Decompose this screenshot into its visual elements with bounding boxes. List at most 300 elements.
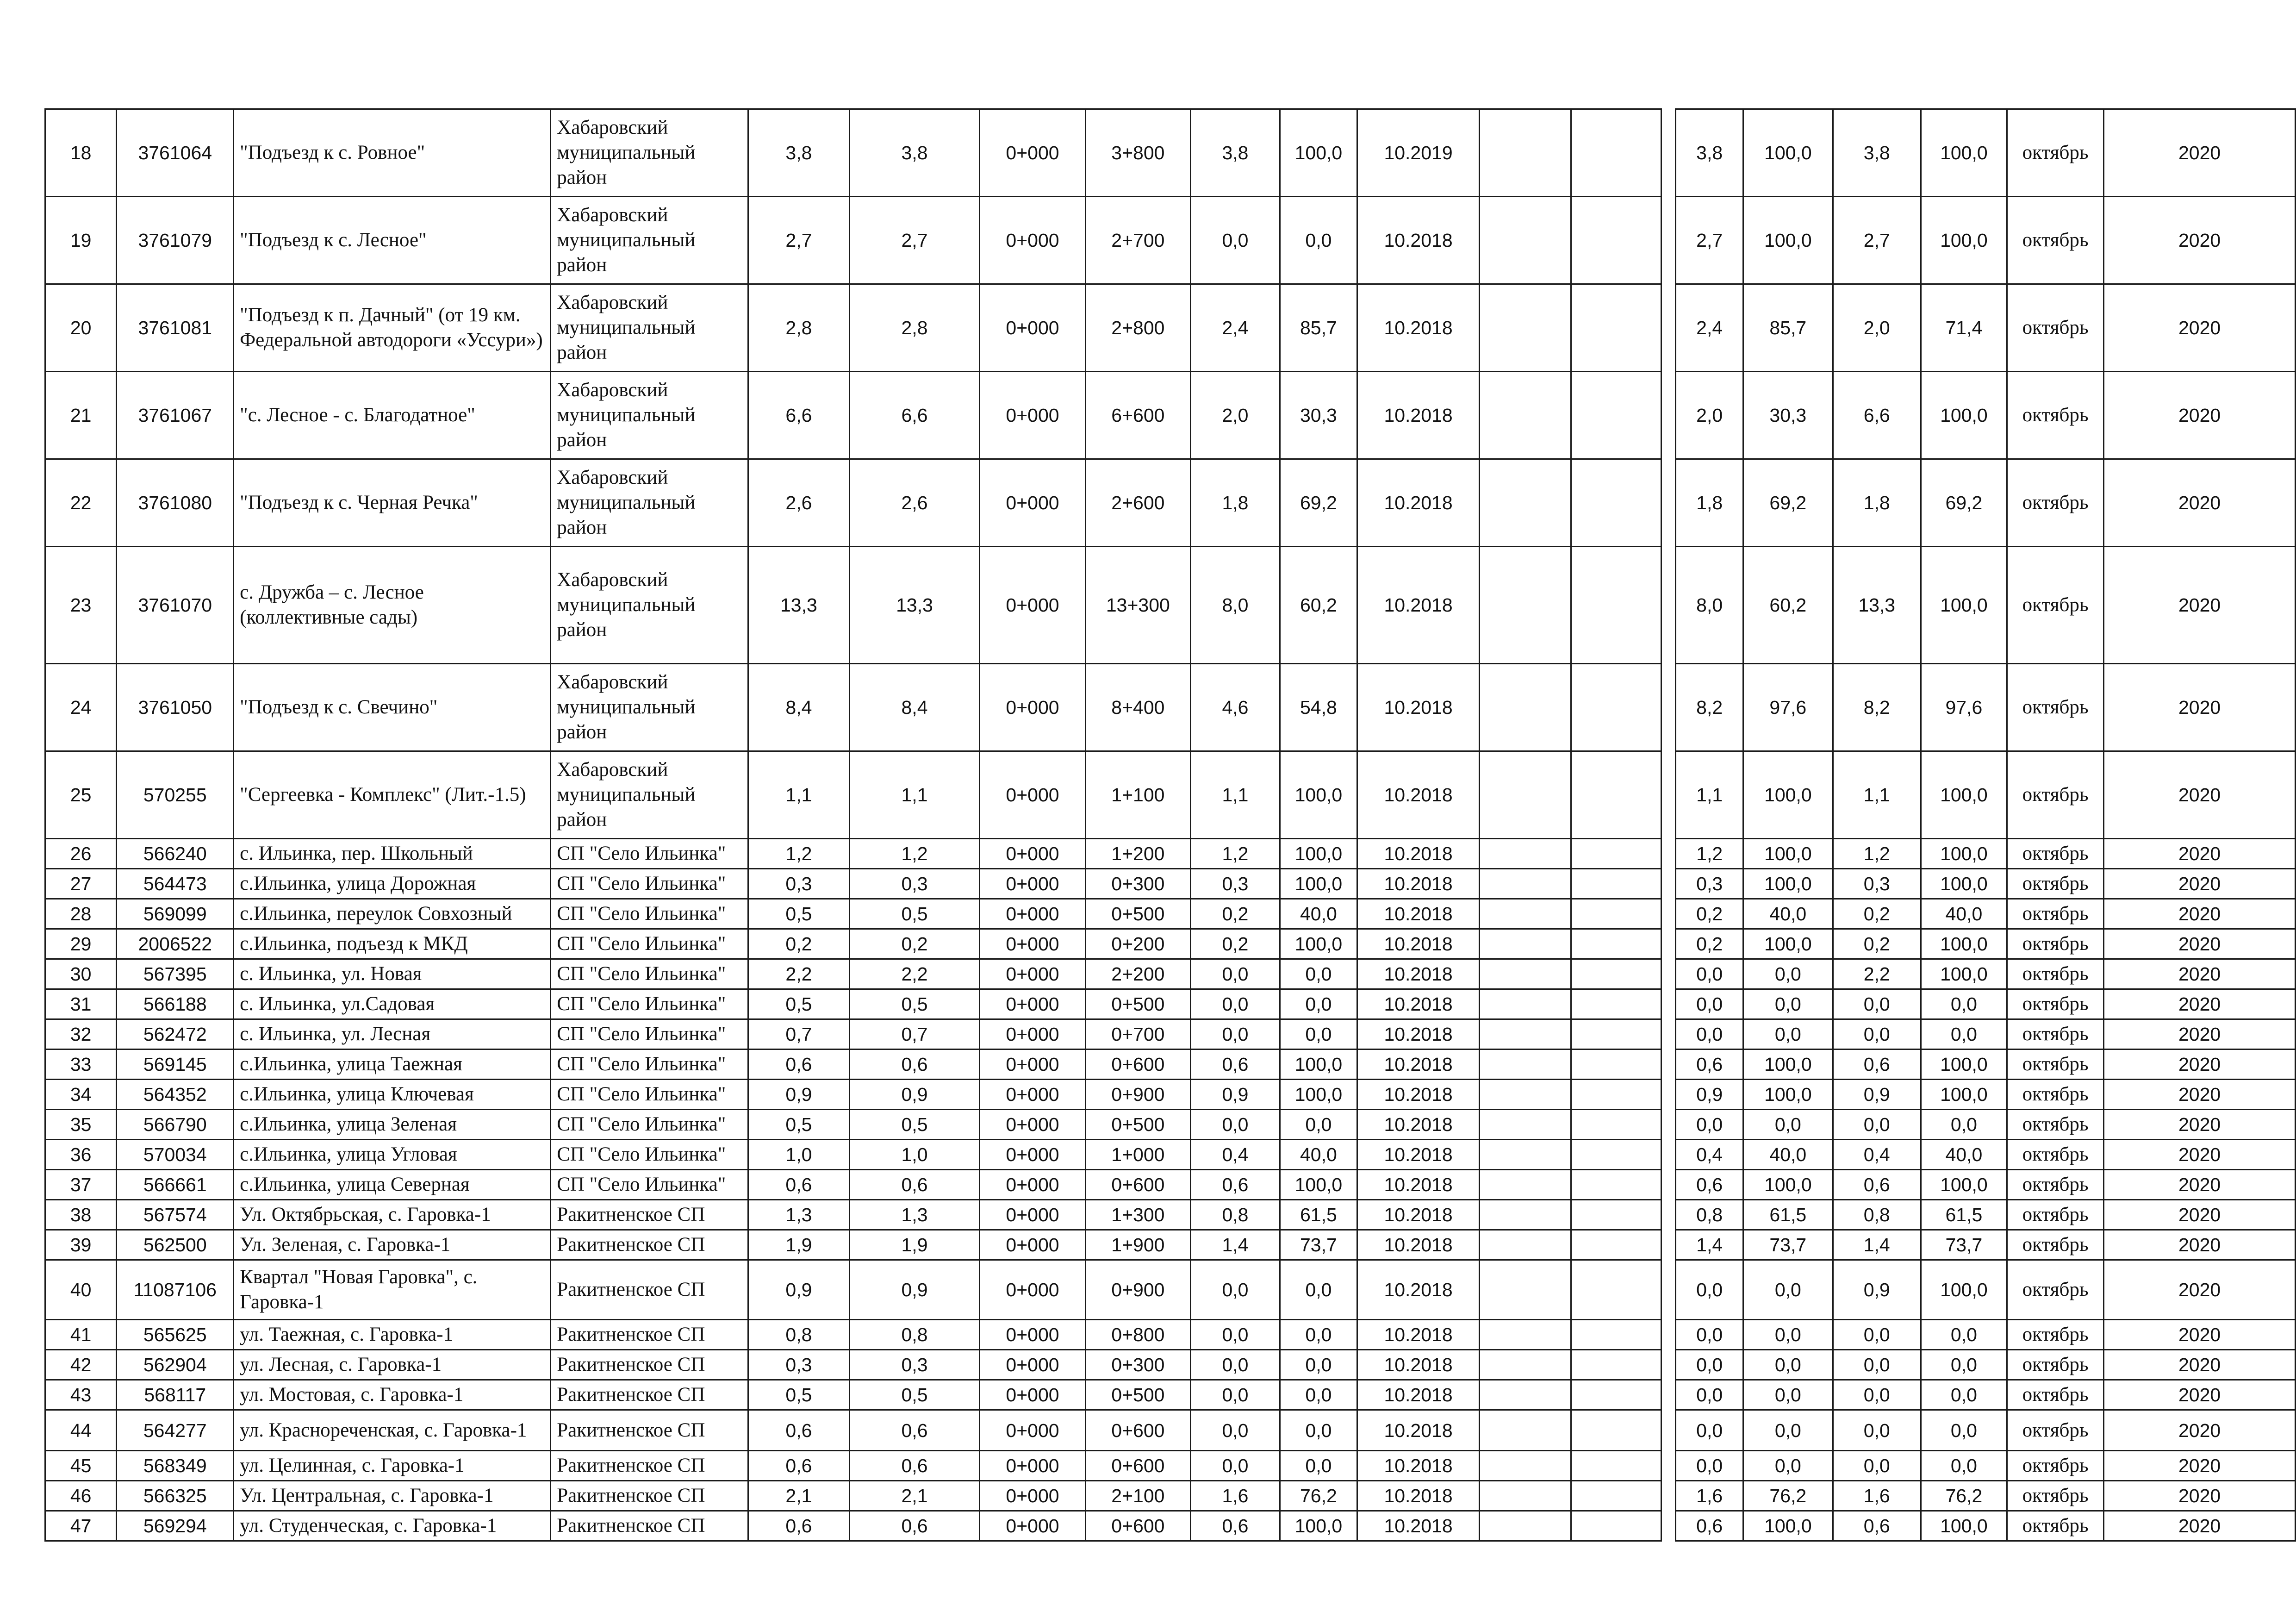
percent-standard-cell: 60,2: [1743, 547, 1833, 664]
table-row: [45, 1380, 2296, 1410]
percent-condition-cell: 69,2: [1280, 459, 1357, 547]
road-id-cell: 565625: [117, 1320, 234, 1350]
length-cell: 6,6: [849, 372, 980, 459]
length-condition-cell: 0,0: [1191, 1019, 1280, 1049]
length-condition-cell: 2,0: [1191, 372, 1280, 459]
start-km-cell: 0+000: [980, 109, 1085, 197]
year-cell: 2020: [2104, 989, 2296, 1019]
length-cell: 2,8: [849, 284, 980, 372]
length-condition-cell: 0,0: [1191, 1350, 1280, 1380]
length-total-cell: 1,9: [748, 1230, 849, 1260]
table-row: [45, 899, 2296, 929]
month-cell: октябрь: [2007, 1260, 2103, 1320]
length-plan-cell: 2,0: [1833, 284, 1921, 372]
year-cell: 2020: [2104, 1481, 2296, 1511]
road-id-cell: 562904: [117, 1350, 234, 1380]
month-cell: октябрь: [2007, 989, 2103, 1019]
length-total-cell: 2,2: [748, 959, 849, 989]
percent-plan-cell: 97,6: [1921, 664, 2007, 751]
length-standard-cell: 0,0: [1676, 989, 1743, 1019]
start-km-cell: 0+000: [980, 459, 1085, 547]
end-km-cell: 0+300: [1085, 1350, 1191, 1380]
empty-cell-1: [1479, 929, 1571, 959]
spacer-cell: [1661, 1451, 1676, 1481]
length-cell: 0,5: [849, 1380, 980, 1410]
length-standard-cell: 0,4: [1676, 1140, 1743, 1170]
empty-cell-2: [1571, 664, 1661, 751]
percent-plan-cell: 100,0: [1921, 1170, 2007, 1200]
road-id-cell: 2006522: [117, 929, 234, 959]
length-total-cell: 6,6: [748, 372, 849, 459]
empty-cell-1: [1479, 839, 1571, 869]
percent-plan-cell: 0,0: [1921, 1019, 2007, 1049]
end-km-cell: 0+300: [1085, 869, 1191, 899]
length-cell: 2,2: [849, 959, 980, 989]
year-cell: 2020: [2104, 109, 2296, 197]
survey-date-cell: 10.2018: [1357, 1200, 1480, 1230]
end-km-cell: 0+700: [1085, 1019, 1191, 1049]
start-km-cell: 0+000: [980, 869, 1085, 899]
road-id-cell: 569145: [117, 1049, 234, 1080]
percent-plan-cell: 69,2: [1921, 459, 2007, 547]
road-name-cell: ул. Мостовая, с. Гаровка-1: [234, 1380, 551, 1410]
end-km-cell: 3+800: [1085, 109, 1191, 197]
road-id-cell: 11087106: [117, 1260, 234, 1320]
length-standard-cell: 0,6: [1676, 1170, 1743, 1200]
percent-standard-cell: 0,0: [1743, 1110, 1833, 1140]
percent-standard-cell: 76,2: [1743, 1481, 1833, 1511]
length-cell: 0,6: [849, 1049, 980, 1080]
year-cell: 2020: [2104, 1230, 2296, 1260]
length-plan-cell: 0,4: [1833, 1140, 1921, 1170]
length-condition-cell: 0,0: [1191, 959, 1280, 989]
percent-condition-cell: 0,0: [1280, 989, 1357, 1019]
empty-cell-2: [1571, 869, 1661, 899]
percent-plan-cell: 40,0: [1921, 899, 2007, 929]
length-cell: 0,9: [849, 1080, 980, 1110]
road-id-cell: 3761050: [117, 664, 234, 751]
year-cell: 2020: [2104, 1080, 2296, 1110]
length-plan-cell: 1,1: [1833, 751, 1921, 839]
length-condition-cell: 0,6: [1191, 1170, 1280, 1200]
length-plan-cell: 0,0: [1833, 1019, 1921, 1049]
owner-cell: Хабаровский муниципальный район: [551, 284, 748, 372]
table-row: [45, 664, 2296, 751]
length-condition-cell: 1,8: [1191, 459, 1280, 547]
table-row: [45, 1350, 2296, 1380]
spacer-cell: [1661, 959, 1676, 989]
length-plan-cell: 13,3: [1833, 547, 1921, 664]
empty-cell-1: [1479, 109, 1571, 197]
percent-standard-cell: 30,3: [1743, 372, 1833, 459]
length-standard-cell: 2,4: [1676, 284, 1743, 372]
road-name-cell: с.Ильинка, улица Северная: [234, 1170, 551, 1200]
road-id-cell: 570034: [117, 1140, 234, 1170]
spacer-cell: [1661, 1019, 1676, 1049]
length-standard-cell: 2,0: [1676, 372, 1743, 459]
length-cell: 0,3: [849, 1350, 980, 1380]
empty-cell-2: [1571, 109, 1661, 197]
table-row: [45, 284, 2296, 372]
length-total-cell: 2,7: [748, 197, 849, 284]
spacer-cell: [1661, 372, 1676, 459]
percent-plan-cell: 0,0: [1921, 1320, 2007, 1350]
empty-cell-2: [1571, 1350, 1661, 1380]
percent-condition-cell: 0,0: [1280, 1410, 1357, 1451]
percent-standard-cell: 100,0: [1743, 839, 1833, 869]
table-row: [45, 1140, 2296, 1170]
length-cell: 0,3: [849, 869, 980, 899]
survey-date-cell: 10.2019: [1357, 109, 1480, 197]
empty-cell-2: [1571, 1410, 1661, 1451]
length-plan-cell: 0,8: [1833, 1200, 1921, 1230]
length-total-cell: 1,3: [748, 1200, 849, 1230]
percent-standard-cell: 100,0: [1743, 751, 1833, 839]
month-cell: октябрь: [2007, 751, 2103, 839]
length-total-cell: 0,9: [748, 1260, 849, 1320]
length-total-cell: 0,6: [748, 1451, 849, 1481]
start-km-cell: 0+000: [980, 1049, 1085, 1080]
percent-standard-cell: 0,0: [1743, 1410, 1833, 1451]
survey-date-cell: 10.2018: [1357, 1049, 1480, 1080]
length-condition-cell: 0,0: [1191, 197, 1280, 284]
length-condition-cell: 0,6: [1191, 1049, 1280, 1080]
spacer-cell: [1661, 1080, 1676, 1110]
empty-cell-1: [1479, 1350, 1571, 1380]
percent-standard-cell: 100,0: [1743, 109, 1833, 197]
length-plan-cell: 0,9: [1833, 1260, 1921, 1320]
road-name-cell: с.Ильинка, подъезд к МКД: [234, 929, 551, 959]
length-cell: 2,7: [849, 197, 980, 284]
road-id-cell: 568349: [117, 1451, 234, 1481]
percent-condition-cell: 30,3: [1280, 372, 1357, 459]
road-name-cell: "с. Лесное - с. Благодатное": [234, 372, 551, 459]
percent-standard-cell: 40,0: [1743, 899, 1833, 929]
spacer-cell: [1661, 284, 1676, 372]
length-condition-cell: 0,0: [1191, 1110, 1280, 1140]
percent-condition-cell: 0,0: [1280, 1380, 1357, 1410]
length-total-cell: 8,4: [748, 664, 849, 751]
road-id-cell: 568117: [117, 1380, 234, 1410]
survey-date-cell: 10.2018: [1357, 1350, 1480, 1380]
length-cell: 1,0: [849, 1140, 980, 1170]
length-cell: 0,2: [849, 929, 980, 959]
length-cell: 0,5: [849, 899, 980, 929]
survey-date-cell: 10.2018: [1357, 547, 1480, 664]
table-row: [45, 1451, 2296, 1481]
empty-cell-1: [1479, 1170, 1571, 1200]
start-km-cell: 0+000: [980, 1511, 1085, 1541]
road-name-cell: ул. Лесная, с. Гаровка-1: [234, 1350, 551, 1380]
survey-date-cell: 10.2018: [1357, 1080, 1480, 1110]
percent-standard-cell: 0,0: [1743, 989, 1833, 1019]
length-condition-cell: 0,2: [1191, 929, 1280, 959]
percent-condition-cell: 0,0: [1280, 1019, 1357, 1049]
percent-condition-cell: 0,0: [1280, 1110, 1357, 1140]
road-id-cell: 566325: [117, 1481, 234, 1511]
road-name-cell: с.Ильинка, улица Таежная: [234, 1049, 551, 1080]
owner-cell: Ракитненское СП: [551, 1200, 748, 1230]
spacer-cell: [1661, 1350, 1676, 1380]
road-id-cell: 570255: [117, 751, 234, 839]
length-standard-cell: 0,0: [1676, 1410, 1743, 1451]
month-cell: октябрь: [2007, 1320, 2103, 1350]
length-total-cell: 0,6: [748, 1410, 849, 1451]
length-cell: 0,6: [849, 1410, 980, 1451]
road-id-cell: 569099: [117, 899, 234, 929]
survey-date-cell: 10.2018: [1357, 284, 1480, 372]
row-number-cell: 43: [45, 1380, 117, 1410]
length-total-cell: 13,3: [748, 547, 849, 664]
length-plan-cell: 0,6: [1833, 1511, 1921, 1541]
year-cell: 2020: [2104, 839, 2296, 869]
empty-cell-2: [1571, 1380, 1661, 1410]
length-condition-cell: 4,6: [1191, 664, 1280, 751]
owner-cell: СП "Село Ильинка": [551, 959, 748, 989]
percent-condition-cell: 76,2: [1280, 1481, 1357, 1511]
empty-cell-1: [1479, 547, 1571, 664]
table-row: [45, 869, 2296, 899]
length-standard-cell: 0,0: [1676, 1350, 1743, 1380]
road-name-cell: с. Ильинка, ул. Лесная: [234, 1019, 551, 1049]
empty-cell-1: [1479, 1200, 1571, 1230]
spacer-cell: [1661, 1380, 1676, 1410]
length-standard-cell: 0,2: [1676, 929, 1743, 959]
empty-cell-1: [1479, 1110, 1571, 1140]
empty-cell-1: [1479, 197, 1571, 284]
percent-condition-cell: 100,0: [1280, 1511, 1357, 1541]
table-row: [45, 1230, 2296, 1260]
percent-plan-cell: 100,0: [1921, 109, 2007, 197]
month-cell: октябрь: [2007, 1511, 2103, 1541]
percent-standard-cell: 100,0: [1743, 929, 1833, 959]
empty-cell-1: [1479, 1320, 1571, 1350]
empty-cell-1: [1479, 459, 1571, 547]
empty-cell-1: [1479, 1481, 1571, 1511]
length-cell: 0,6: [849, 1451, 980, 1481]
percent-standard-cell: 40,0: [1743, 1140, 1833, 1170]
row-number-cell: 20: [45, 284, 117, 372]
percent-standard-cell: 69,2: [1743, 459, 1833, 547]
empty-cell-2: [1571, 284, 1661, 372]
start-km-cell: 0+000: [980, 284, 1085, 372]
percent-condition-cell: 100,0: [1280, 109, 1357, 197]
end-km-cell: 0+600: [1085, 1410, 1191, 1451]
empty-cell-1: [1479, 372, 1571, 459]
row-number-cell: 18: [45, 109, 117, 197]
table-row: [45, 1320, 2296, 1350]
table-row: [45, 959, 2296, 989]
percent-condition-cell: 100,0: [1280, 751, 1357, 839]
empty-cell-2: [1571, 839, 1661, 869]
survey-date-cell: 10.2018: [1357, 1511, 1480, 1541]
empty-cell-1: [1479, 959, 1571, 989]
survey-date-cell: 10.2018: [1357, 751, 1480, 839]
percent-plan-cell: 100,0: [1921, 1260, 2007, 1320]
row-number-cell: 39: [45, 1230, 117, 1260]
month-cell: октябрь: [2007, 899, 2103, 929]
end-km-cell: 0+900: [1085, 1260, 1191, 1320]
roads-table: [44, 108, 2296, 1542]
percent-standard-cell: 73,7: [1743, 1230, 1833, 1260]
spacer-cell: [1661, 929, 1676, 959]
empty-cell-2: [1571, 1511, 1661, 1541]
end-km-cell: 0+600: [1085, 1170, 1191, 1200]
percent-plan-cell: 100,0: [1921, 751, 2007, 839]
road-name-cell: "Подъезд к п. Дачный" (от 19 км. Федеральной автодороги «Уссури»): [234, 284, 551, 372]
length-plan-cell: 1,6: [1833, 1481, 1921, 1511]
percent-standard-cell: 85,7: [1743, 284, 1833, 372]
start-km-cell: 0+000: [980, 664, 1085, 751]
table-row: [45, 109, 2296, 197]
length-total-cell: 0,2: [748, 929, 849, 959]
month-cell: октябрь: [2007, 929, 2103, 959]
empty-cell-2: [1571, 929, 1661, 959]
road-name-cell: с.Ильинка, переулок Совхозный: [234, 899, 551, 929]
month-cell: октябрь: [2007, 1350, 2103, 1380]
spacer-cell: [1661, 869, 1676, 899]
percent-plan-cell: 100,0: [1921, 547, 2007, 664]
length-condition-cell: 0,0: [1191, 1451, 1280, 1481]
empty-cell-2: [1571, 1200, 1661, 1230]
table-row: [45, 1511, 2296, 1541]
row-number-cell: 22: [45, 459, 117, 547]
empty-cell-2: [1571, 1019, 1661, 1049]
length-total-cell: 0,6: [748, 1049, 849, 1080]
length-plan-cell: 1,4: [1833, 1230, 1921, 1260]
start-km-cell: 0+000: [980, 1200, 1085, 1230]
month-cell: октябрь: [2007, 1481, 2103, 1511]
length-condition-cell: 0,6: [1191, 1511, 1280, 1541]
year-cell: 2020: [2104, 1049, 2296, 1080]
length-standard-cell: 3,8: [1676, 109, 1743, 197]
row-number-cell: 31: [45, 989, 117, 1019]
row-number-cell: 44: [45, 1410, 117, 1451]
year-cell: 2020: [2104, 899, 2296, 929]
road-id-cell: 3761079: [117, 197, 234, 284]
empty-cell-1: [1479, 1230, 1571, 1260]
empty-cell-1: [1479, 1260, 1571, 1320]
percent-standard-cell: 0,0: [1743, 1451, 1833, 1481]
length-cell: 0,8: [849, 1320, 980, 1350]
start-km-cell: 0+000: [980, 989, 1085, 1019]
spacer-cell: [1661, 1170, 1676, 1200]
end-km-cell: 1+100: [1085, 751, 1191, 839]
start-km-cell: 0+000: [980, 929, 1085, 959]
length-total-cell: 0,3: [748, 1350, 849, 1380]
road-id-cell: 566790: [117, 1110, 234, 1140]
year-cell: 2020: [2104, 929, 2296, 959]
end-km-cell: 6+600: [1085, 372, 1191, 459]
survey-date-cell: 10.2018: [1357, 959, 1480, 989]
percent-plan-cell: 76,2: [1921, 1481, 2007, 1511]
survey-date-cell: 10.2018: [1357, 1451, 1480, 1481]
length-standard-cell: 1,6: [1676, 1481, 1743, 1511]
owner-cell: СП "Село Ильинка": [551, 1140, 748, 1170]
empty-cell-1: [1479, 1380, 1571, 1410]
spacer-cell: [1661, 1110, 1676, 1140]
percent-plan-cell: 100,0: [1921, 869, 2007, 899]
length-condition-cell: 8,0: [1191, 547, 1280, 664]
percent-plan-cell: 0,0: [1921, 1110, 2007, 1140]
length-total-cell: 1,0: [748, 1140, 849, 1170]
length-cell: 0,9: [849, 1260, 980, 1320]
length-total-cell: 1,1: [748, 751, 849, 839]
row-number-cell: 30: [45, 959, 117, 989]
length-cell: 2,1: [849, 1481, 980, 1511]
length-total-cell: 0,3: [748, 869, 849, 899]
empty-cell-2: [1571, 1049, 1661, 1080]
row-number-cell: 40: [45, 1260, 117, 1320]
survey-date-cell: 10.2018: [1357, 929, 1480, 959]
spacer-cell: [1661, 1230, 1676, 1260]
empty-cell-1: [1479, 989, 1571, 1019]
percent-plan-cell: 100,0: [1921, 372, 2007, 459]
percent-plan-cell: 0,0: [1921, 1451, 2007, 1481]
month-cell: октябрь: [2007, 664, 2103, 751]
table-row: [45, 547, 2296, 664]
length-standard-cell: 0,0: [1676, 1451, 1743, 1481]
percent-condition-cell: 0,0: [1280, 1320, 1357, 1350]
month-cell: октябрь: [2007, 1049, 2103, 1080]
length-total-cell: 0,5: [748, 1110, 849, 1140]
start-km-cell: 0+000: [980, 1110, 1085, 1140]
empty-cell-2: [1571, 1320, 1661, 1350]
length-standard-cell: 0,2: [1676, 899, 1743, 929]
length-plan-cell: 1,2: [1833, 839, 1921, 869]
length-plan-cell: 0,3: [1833, 869, 1921, 899]
road-name-cell: с. Ильинка, пер. Школьный: [234, 839, 551, 869]
road-id-cell: 562500: [117, 1230, 234, 1260]
percent-plan-cell: 71,4: [1921, 284, 2007, 372]
length-condition-cell: 0,0: [1191, 1320, 1280, 1350]
percent-plan-cell: 100,0: [1921, 959, 2007, 989]
owner-cell: СП "Село Ильинка": [551, 899, 748, 929]
owner-cell: Хабаровский муниципальный район: [551, 751, 748, 839]
road-id-cell: 566188: [117, 989, 234, 1019]
start-km-cell: 0+000: [980, 1410, 1085, 1451]
row-number-cell: 37: [45, 1170, 117, 1200]
year-cell: 2020: [2104, 959, 2296, 989]
spacer-cell: [1661, 1260, 1676, 1320]
table-row: [45, 1481, 2296, 1511]
year-cell: 2020: [2104, 1140, 2296, 1170]
year-cell: 2020: [2104, 1200, 2296, 1230]
length-cell: 0,6: [849, 1170, 980, 1200]
spacer-cell: [1661, 989, 1676, 1019]
start-km-cell: 0+000: [980, 547, 1085, 664]
owner-cell: Ракитненское СП: [551, 1350, 748, 1380]
length-condition-cell: 0,4: [1191, 1140, 1280, 1170]
month-cell: октябрь: [2007, 959, 2103, 989]
year-cell: 2020: [2104, 197, 2296, 284]
table-row: [45, 839, 2296, 869]
start-km-cell: 0+000: [980, 751, 1085, 839]
year-cell: 2020: [2104, 664, 2296, 751]
spacer-cell: [1661, 839, 1676, 869]
survey-date-cell: 10.2018: [1357, 839, 1480, 869]
row-number-cell: 45: [45, 1451, 117, 1481]
empty-cell-1: [1479, 1410, 1571, 1451]
percent-condition-cell: 85,7: [1280, 284, 1357, 372]
length-condition-cell: 1,1: [1191, 751, 1280, 839]
end-km-cell: 2+100: [1085, 1481, 1191, 1511]
table-row: [45, 1110, 2296, 1140]
empty-cell-1: [1479, 751, 1571, 839]
length-condition-cell: 0,0: [1191, 1410, 1280, 1451]
percent-condition-cell: 0,0: [1280, 1260, 1357, 1320]
length-plan-cell: 2,2: [1833, 959, 1921, 989]
